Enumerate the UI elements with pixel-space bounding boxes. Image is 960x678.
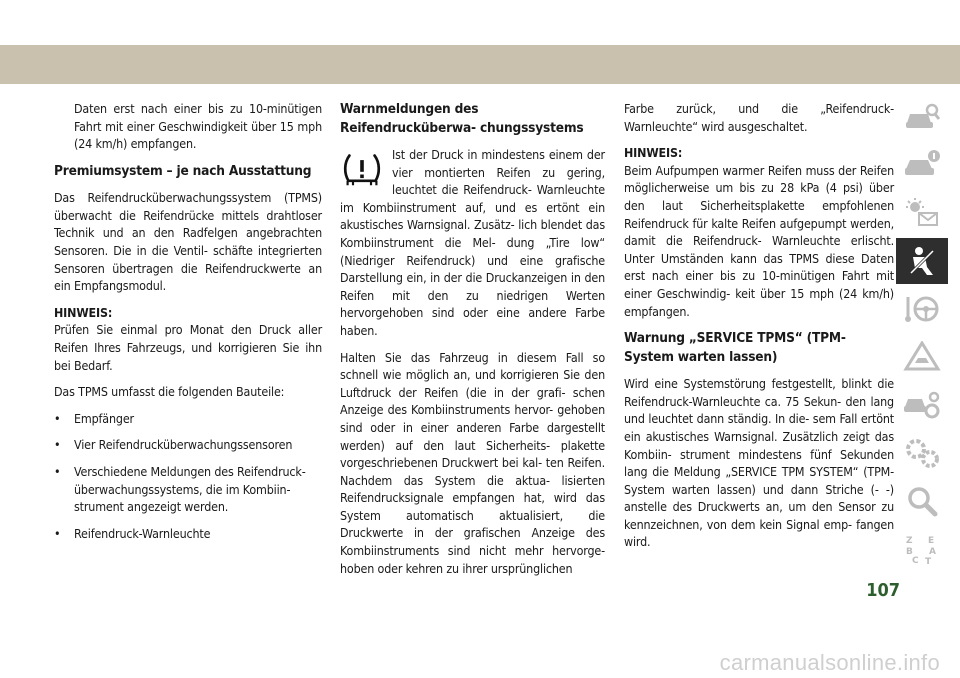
svg-text:C: C [912,556,919,565]
service-tpms-heading: Warnung „SERVICE TPMS“ (TPM-System warten lassen) [624,330,846,365]
dashboard-lights-icon [903,197,941,229]
sidebar-tab-dashboard-lights[interactable] [896,190,948,236]
intro-paragraph: Daten erst nach einer bis zu 10-minütigen Fahrt mit einer Geschwindigkeit über 15 mph (24 km/h) empfangen. [74,101,322,152]
svg-text:E: E [928,536,935,546]
car-service-gears-icon [903,389,941,421]
column-middle [340,100,605,586]
list-item: • Vier Reifendrucküberwachungssensoren [54,437,293,453]
sidebar-tab-safety[interactable] [896,238,948,284]
gears-icon [903,437,941,469]
svg-text:T: T [925,557,932,565]
header-bar [0,45,960,84]
bullet-icon: • [54,464,61,479]
bullet-icon: • [54,437,61,453]
bullet-icon: • [54,525,61,541]
sidebar-tab-emergency[interactable] [896,334,948,380]
watermark-text: carmanualsonline.info [719,650,940,675]
car-search-icon [903,101,941,133]
note-block [54,304,322,374]
svg-text:A: A [929,547,936,557]
note-block [624,144,894,320]
list-item: • Empfänger [54,410,134,426]
note-text: Prüfen Sie einmal pro Monat den Druck aller Reifen Ihres Fahrzeugs, und korrigieren Sie ihn bei Bedarf. [54,322,322,373]
service-tpms-paragraph: Wird eine Systemstörung festgestellt, blinkt die Reifendruck-Warnleuchte ca. 75 Sekun- den lang und leuchtet dann ständig. In die- sem Fall ertönt ein akustisches Warnsignal. Zusätzlich zeigt das Kombiin- strument mindestens fünf Sekunden lang die Meldung „SERVICE TPM SYSTEM“ (TPM- System warten lassen) und dann Striche (- -) anstelle des Druckwerts an, um den Sensor zu kennzeichnen, von dem kein Signal emp- fangen wird. [624,376,894,550]
sidebar-tab-driving[interactable] [896,286,948,332]
chapter-sidebar [896,94,948,574]
warning-text: Ist der Druck in mindestens einem der vier montierten Reifen zu gering, leuchtet die Reifendruck- Warnleuchte im Kombiinstrument auf, und es ertönt ein akustisches Warnsignal. Zusätz- lich blendet das Kombiinstrument die Mel- dung „Tire low“ (Niedriger Reifendruck) und eine grafische Darstellung ein, in der die Druckanzeigen in den Reifen mit den zu niedrigen Werten hervorgehoben sind oder eine andere Farbe haben. [340,147,605,338]
tpms-description: Das Reifendrucküberwachungssystem (TPMS) überwacht die Reifendrücke mittels drahtloser Technik und an den Radfelgen angebrachten Sensoren. Die in die Ventil- schäfte integrierten Sensoren übertragen die Reifendruckwerte an ein Empfangsmodul. [54,190,322,294]
bullet-icon: • [54,410,61,426]
watermark-band [0,650,960,678]
sidebar-tab-car-info[interactable] [896,142,948,188]
svg-text:Z: Z [906,536,913,546]
sidebar-tab-car-search[interactable] [896,94,948,140]
sidebar-tab-index[interactable] [896,526,948,572]
svg-text:B: B [906,547,913,557]
car-info-icon [903,149,941,181]
list-item: • Reifendruck-Warnleuchte [54,525,211,541]
components-intro: Das TPMS umfasst die folgenden Bauteile: [54,384,285,400]
stop-vehicle-paragraph: Halten Sie das Fahrzeug in diesem Fall so schnell wie möglich an, und korrigieren Sie den Luftdruck der Reifen (die in der grafi- schen Anzeige des Kombiinstruments hervor- gehoben sind oder in einer anderen Farbe dargestellt werden) auf den laut Sicherheits- plakette vorgeschriebenen Druckwert bei kal- ten Reifen. Nachdem das System die aktua- lisierten Reifendrucksignale empfangen hat, wird das System automatisch aktualisiert, die Druckwerte in der grafischen Anzeige des Kombiinstruments sind nicht mehr hervorge- hoben oder kehren zu ihrer ursprünglichen [340,349,605,576]
note-text: Beim Aufpumpen warmer Reifen muss der Reifen möglicherweise um bis zu 28 kPa (4 psi) über den laut Sicherheitsplakette empfohlenen Reifendruck für kalte Reifen aufgepumpt werden, damit die Reifendruck- Warnleuchte erlischt. Unter Umständen kann das TPMS diese Daten erst nach einer bis zu 10-minütigen Fahrt mit einer Geschwindig- keit über 15 mph (24 km/h) empfangen. [624,162,894,319]
magnifier-icon [903,485,941,517]
note-title: HINWEIS: [624,145,683,161]
sidebar-tab-service[interactable] [896,382,948,428]
warning-triangle-car-icon [903,341,941,373]
page-number: 107 [866,580,900,601]
premium-system-heading: Premiumsystem – je nach Ausstattung [54,162,312,179]
sidebar-tab-search[interactable] [896,478,948,524]
note-title: HINWEIS: [54,304,113,320]
steering-wheel-icon [903,293,941,325]
sidebar-tab-specifications[interactable] [896,430,948,476]
tire-pressure-warning-icon [340,148,384,192]
manual-page [0,84,960,678]
safety-seatbelt-icon [903,245,941,277]
alphabet-index-icon [903,533,941,565]
warning-messages-heading: Warnmeldungen des Reifendrucküberwa- chungssystems [340,101,584,136]
column-right [624,100,894,560]
warning-block [340,146,605,340]
continuation-paragraph: Farbe zurück, und die „Reifendruck- Warnleuchte“ wird ausgeschaltet. [624,101,894,134]
list-item: • Verschiedene Meldungen des Reifendruck- überwachungssystems, die im Kombiin- strument angezeigt werden. [54,464,306,515]
column-left [54,100,322,551]
top-white-band [0,0,960,45]
